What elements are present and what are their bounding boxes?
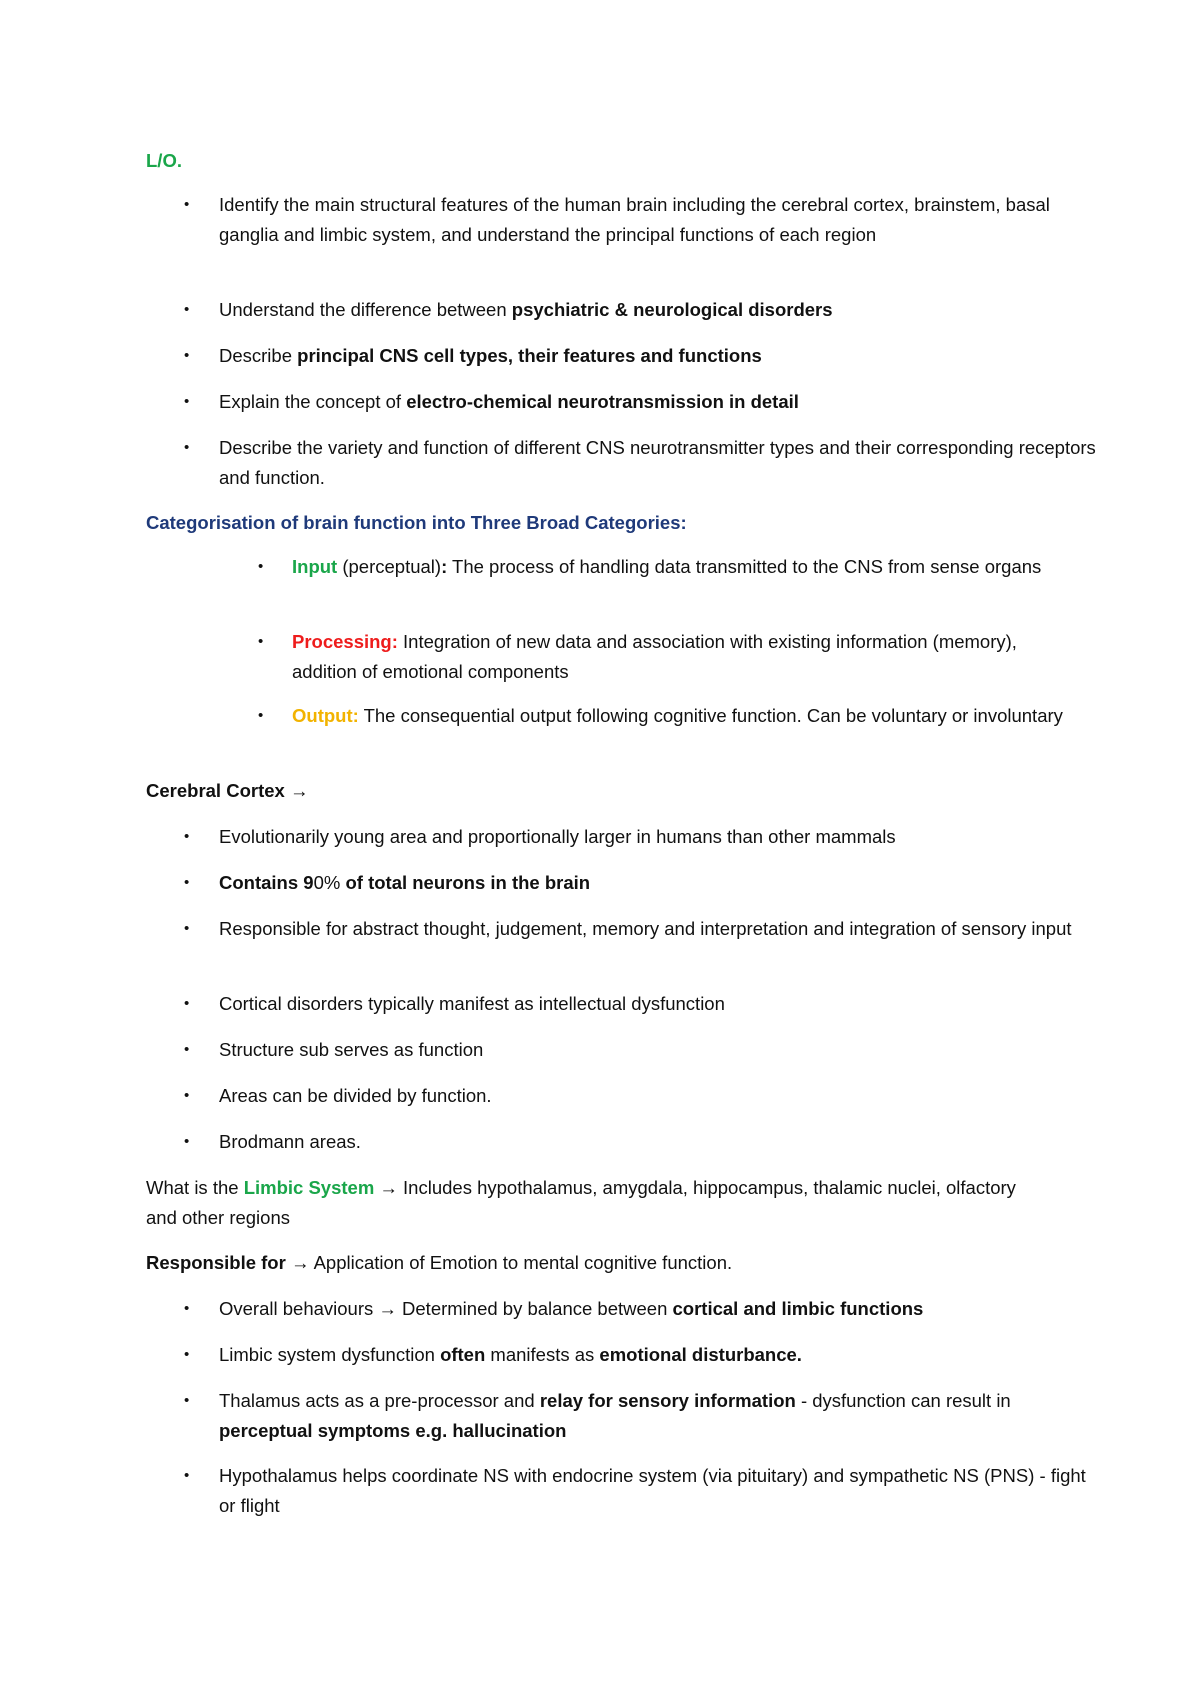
bullet-icon: • (184, 874, 190, 891)
cortex-item: Areas can be divided by function. (219, 1085, 492, 1106)
bullet-icon: • (184, 920, 190, 937)
bullet-icon: • (184, 995, 190, 1012)
right-arrow-icon: → (379, 1177, 398, 1198)
bullet-icon: • (184, 1346, 190, 1363)
cortex-item: Responsible for abstract thought, judgement, memory and interpretation and integration of sensory input (219, 918, 1072, 939)
bullet-icon: • (184, 1133, 190, 1150)
cortex-item: Cortical disorders typically manifest as intellectual dysfunction (219, 993, 725, 1014)
limbic-item: Limbic system dysfunction often manifests as emotional disturbance. (219, 1344, 802, 1365)
limbic-item: Hypothalamus helps coordinate NS with endocrine system (via pituitary) and sympathetic NS (PNS) - fight or flight (219, 1465, 1086, 1516)
bullet-icon: • (184, 1300, 190, 1317)
category-output: Output: The consequential output following cognitive function. Can be voluntary or involuntary (292, 705, 1063, 726)
lo-item: Explain the concept of electro-chemical neurotransmission in detail (219, 391, 799, 412)
responsible-for-line: Responsible for → Application of Emotion to mental cognitive function. (146, 1248, 732, 1278)
bullet-icon: • (184, 196, 190, 213)
lo-item: Describe principal CNS cell types, their features and functions (219, 345, 762, 366)
right-arrow-icon: → (289, 780, 309, 801)
bullet-icon: • (184, 347, 190, 364)
category-processing: Processing: Integration of new data and association with existing information (memory), addition of emotional components (292, 631, 1017, 682)
cortex-heading: Cerebral Cortex → (146, 776, 308, 806)
cortex-item: Brodmann areas. (219, 1131, 361, 1152)
cortex-item: Contains 90% of total neurons in the brain (219, 872, 591, 893)
right-arrow-icon: → (290, 1252, 310, 1273)
bullet-icon: • (184, 1392, 190, 1409)
cortex-item: Evolutionarily young area and proportionally larger in humans than other mammals (219, 826, 896, 847)
bullet-icon: • (184, 1087, 190, 1104)
bullet-icon: • (184, 439, 190, 456)
bullet-icon: • (258, 707, 264, 724)
right-arrow-icon: → (378, 1298, 397, 1319)
bullet-icon: • (184, 1467, 190, 1484)
category-input: Input (perceptual): The process of handling data transmitted to the CNS from sense organs (292, 556, 1042, 577)
lo-item: Describe the variety and function of different CNS neurotransmitter types and their corresponding receptors and function. (219, 437, 1096, 488)
cortex-item: Structure sub serves as function (219, 1039, 484, 1060)
lo-item: Understand the difference between psychiatric & neurological disorders (219, 299, 833, 320)
lo-heading: L/O. (146, 150, 182, 171)
bullet-icon: • (258, 633, 264, 650)
bullet-icon: • (184, 1041, 190, 1058)
categorisation-heading: Categorisation of brain function into Three Broad Categories: (146, 512, 687, 533)
bullet-icon: • (184, 828, 190, 845)
limbic-item: Overall behaviours → Determined by balance between cortical and limbic functions (219, 1294, 1099, 1324)
bullet-icon: • (184, 393, 190, 410)
bullet-icon: • (258, 558, 264, 575)
lo-item: Identify the main structural features of the human brain including the cerebral cortex, brainstem, basal ganglia and limbic system, and understand the principal functions of each region (219, 194, 1050, 245)
limbic-item: Thalamus acts as a pre-processor and relay for sensory information - dysfunction can result in perceptual symptoms e.g. hallucination (219, 1390, 1011, 1441)
limbic-question: What is the Limbic System → Includes hypothalamus, amygdala, hippocampus, thalamic nuclei, olfactory and other regions (146, 1173, 1046, 1233)
bullet-icon: • (184, 301, 190, 318)
